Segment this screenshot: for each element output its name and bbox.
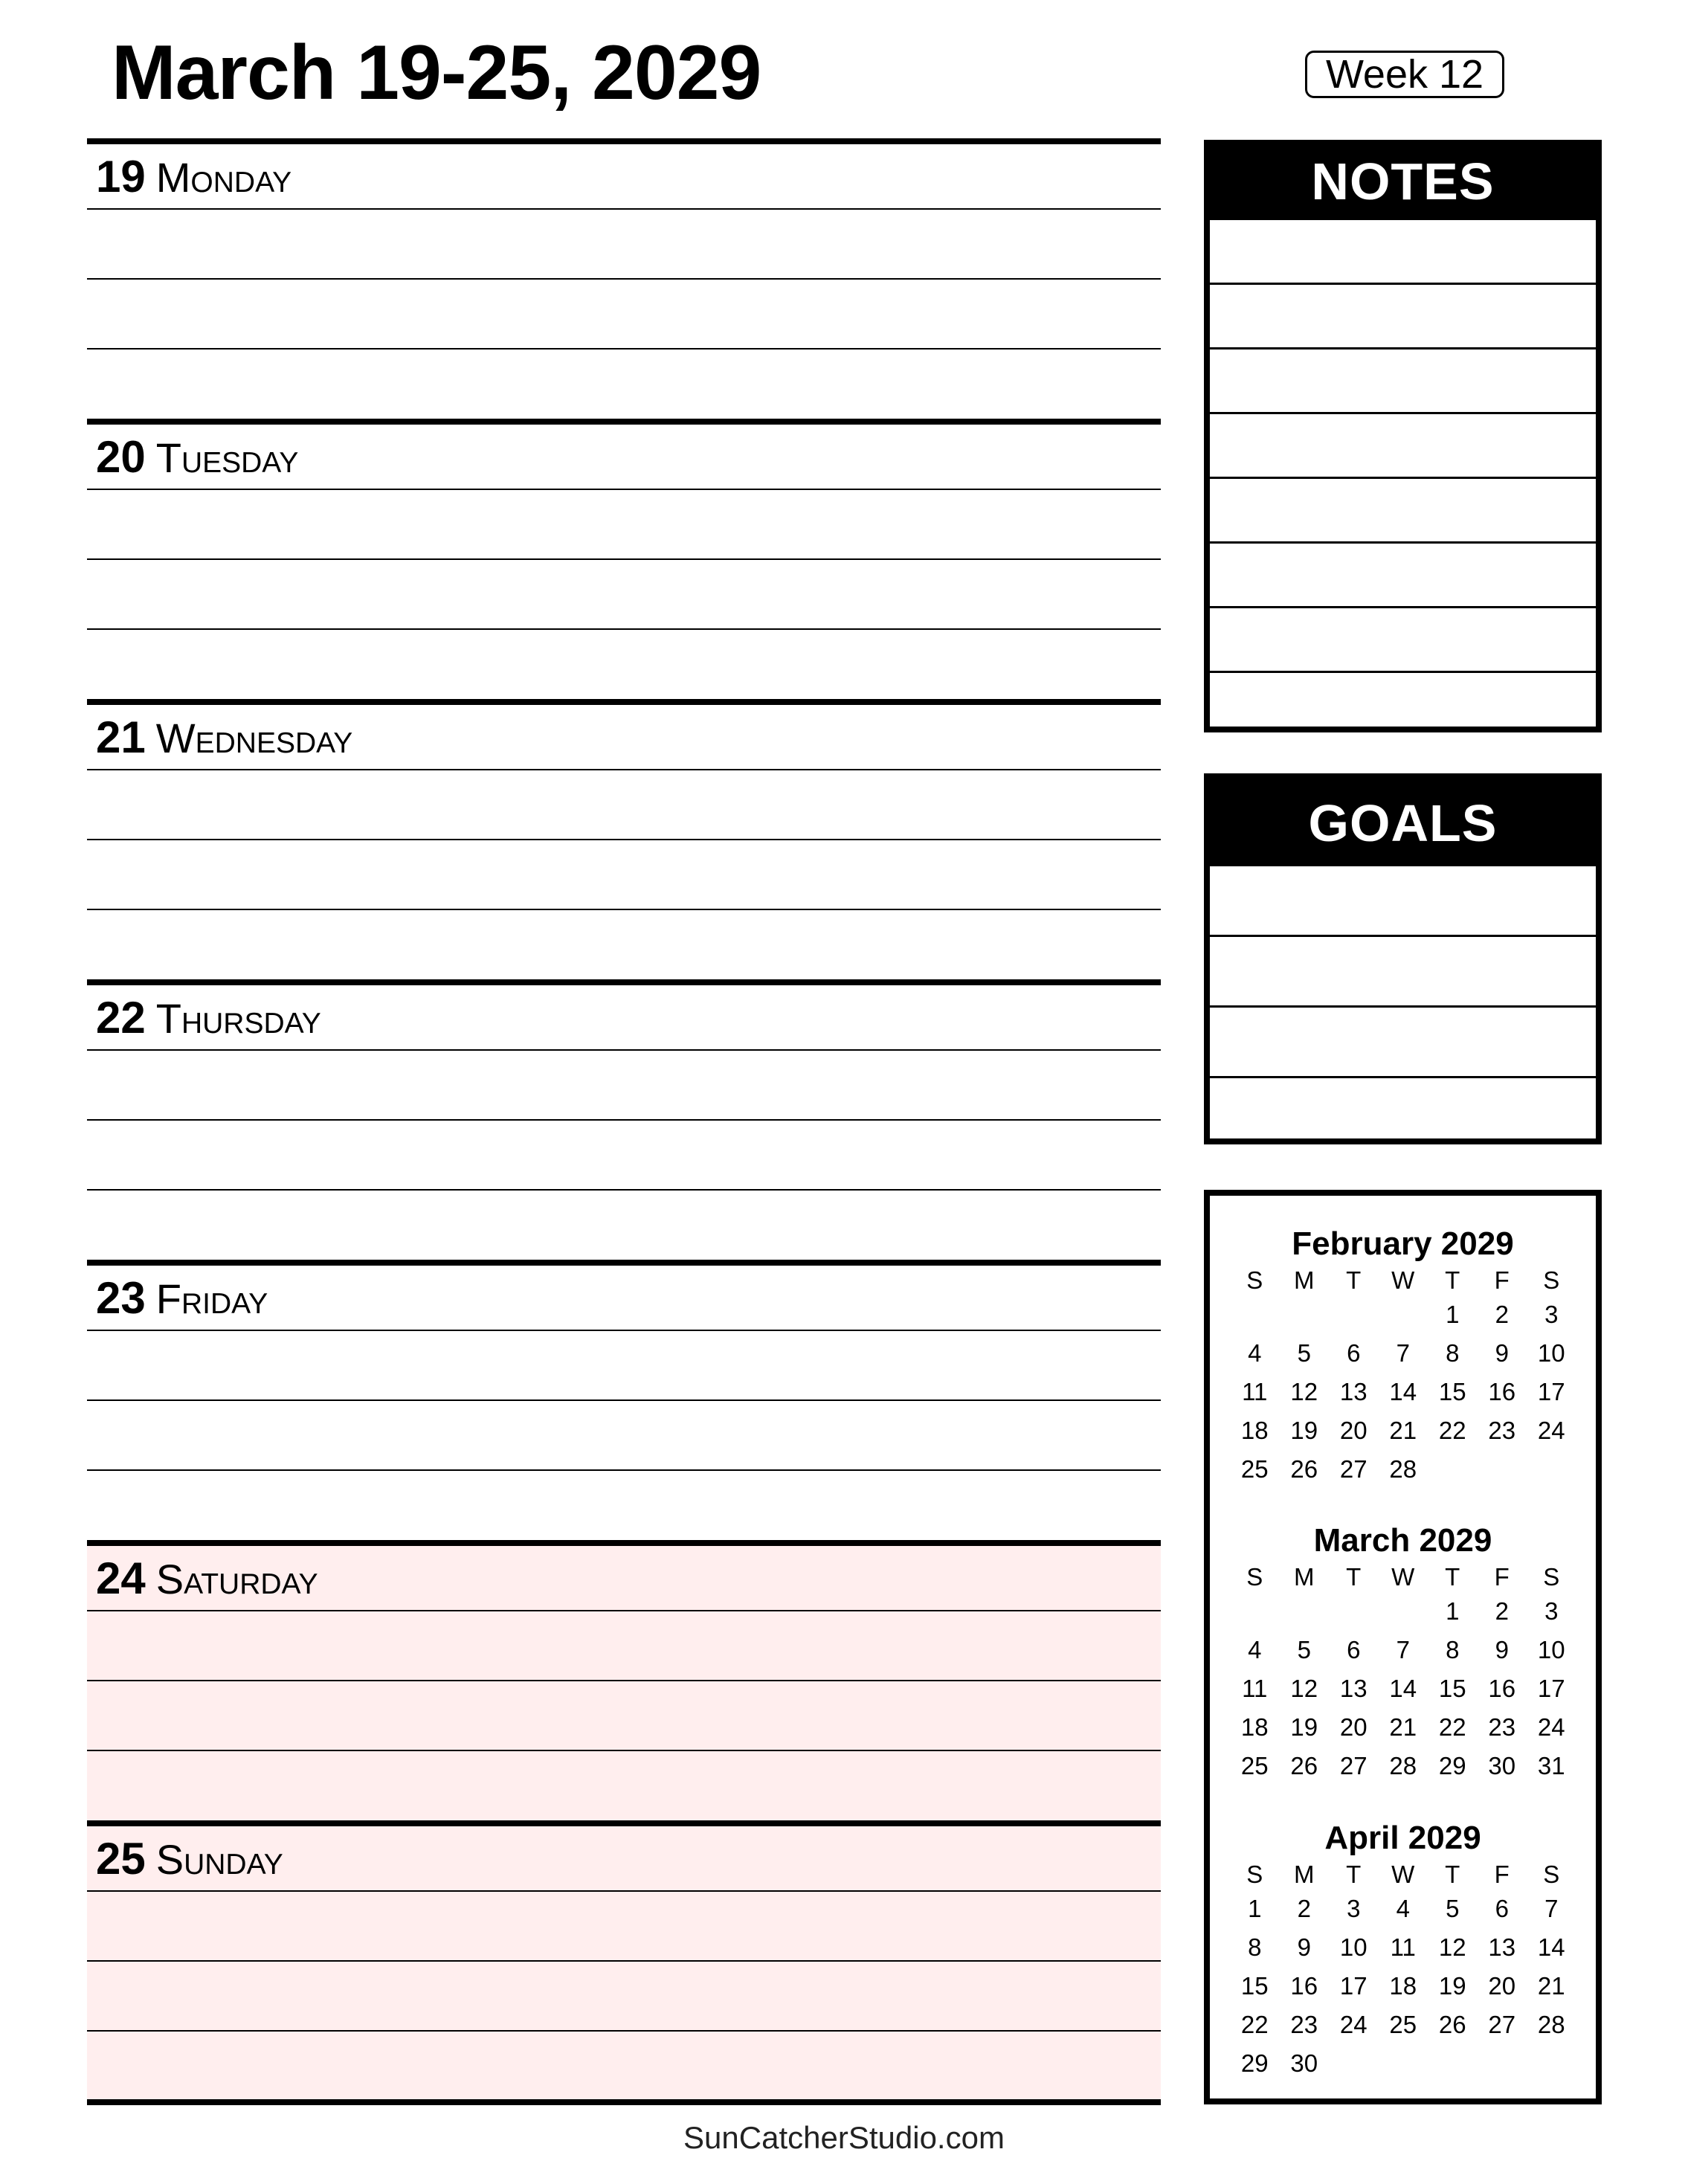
entry-row[interactable]	[1210, 218, 1596, 283]
date-cell: 20	[1488, 1972, 1516, 2000]
date-cell: 20	[1339, 1417, 1368, 1444]
day-number: 20	[96, 432, 146, 482]
date-cell: 7	[1396, 1339, 1410, 1367]
weekday-initial: F	[1494, 1563, 1510, 1591]
date-cell: 4	[1248, 1339, 1262, 1367]
day-section	[87, 1540, 1161, 1820]
date-cell: 13	[1339, 1675, 1368, 1702]
day-section	[87, 419, 1161, 699]
day-label	[96, 426, 298, 489]
date-cell: 21	[1389, 1417, 1417, 1444]
date-cell: 25	[1389, 2011, 1417, 2038]
date-cell: 14	[1537, 1933, 1565, 1961]
weekday-initial: S	[1246, 1266, 1263, 1294]
day-section	[87, 1260, 1161, 1540]
day-label	[96, 987, 321, 1049]
date-cell: 2	[1495, 1301, 1509, 1328]
date-cell: 26	[1290, 1752, 1318, 1779]
date-cell: 14	[1389, 1378, 1417, 1405]
date-cell: 12	[1290, 1378, 1318, 1405]
date-cell: 2	[1495, 1597, 1509, 1625]
date-cell: 10	[1339, 1933, 1368, 1961]
date-cell: 12	[1438, 1933, 1466, 1961]
goals-box	[1204, 773, 1602, 1144]
notes-header: NOTES	[1210, 146, 1596, 218]
writing-line[interactable]	[87, 1680, 1161, 1681]
date-cell: 11	[1242, 1675, 1268, 1702]
mini-calendars	[1204, 1190, 1602, 2104]
date-cell: 5	[1297, 1636, 1311, 1663]
date-cell: 16	[1290, 1972, 1318, 2000]
date-cell: 19	[1290, 1417, 1318, 1444]
date-cell: 3	[1544, 1597, 1559, 1625]
date-cell: 7	[1544, 1895, 1559, 1922]
day-number: 19	[96, 152, 146, 202]
writing-line[interactable]	[87, 2030, 1161, 2032]
weekday-initial: T	[1346, 1266, 1362, 1294]
date-cell: 28	[1389, 1752, 1417, 1779]
entry-row[interactable]	[1210, 477, 1596, 541]
day-number: 24	[96, 1553, 146, 1603]
date-cell: 12	[1290, 1675, 1318, 1702]
date-cell: 29	[1240, 2049, 1269, 2077]
day-number: 22	[96, 993, 146, 1043]
weekday-initial: T	[1445, 1861, 1460, 1888]
date-cell: 18	[1389, 1972, 1417, 2000]
writing-line[interactable]	[87, 1469, 1161, 1471]
mini-calendar-grid	[1230, 1562, 1596, 1785]
date-cell: 10	[1537, 1636, 1565, 1663]
week-badge: Week 12	[1305, 51, 1504, 98]
notes-box	[1204, 140, 1602, 732]
empty-cell	[1230, 1592, 1280, 1631]
date-cell: 4	[1248, 1636, 1262, 1663]
day-name: Thursday	[155, 995, 321, 1042]
weekday-initial: S	[1543, 1266, 1560, 1294]
day-label	[96, 1267, 268, 1330]
date-cell: 25	[1240, 1752, 1269, 1779]
date-cell: 16	[1488, 1675, 1516, 1702]
date-cell: 27	[1339, 1752, 1368, 1779]
date-cell: 26	[1438, 2011, 1466, 2038]
day-label	[96, 146, 291, 208]
empty-cell	[1280, 1592, 1330, 1631]
date-cell: 10	[1537, 1339, 1565, 1367]
date-cell: 27	[1488, 2011, 1516, 2038]
day-name: Wednesday	[155, 715, 353, 761]
writing-line[interactable]	[87, 278, 1161, 280]
entry-row[interactable]	[1210, 606, 1596, 671]
empty-cell	[1230, 1295, 1280, 1334]
writing-line[interactable]	[87, 1119, 1161, 1121]
weekday-initial: F	[1494, 1861, 1510, 1888]
day-number: 23	[96, 1273, 146, 1323]
date-cell: 11	[1390, 1933, 1416, 1961]
day-name: Saturday	[155, 1556, 318, 1602]
date-cell: 11	[1242, 1378, 1268, 1405]
weekday-initial: M	[1294, 1563, 1315, 1591]
writing-line[interactable]	[87, 769, 1161, 770]
day-name: Tuesday	[155, 434, 299, 481]
date-cell: 13	[1488, 1933, 1516, 1961]
mini-calendar-grid	[1230, 1266, 1596, 1489]
day-label	[96, 706, 352, 769]
writing-line[interactable]	[87, 1960, 1161, 1962]
date-cell: 19	[1290, 1713, 1318, 1741]
entry-row[interactable]	[1210, 935, 1596, 1005]
date-cell: 8	[1446, 1636, 1460, 1663]
date-cell: 8	[1446, 1339, 1460, 1367]
entry-row[interactable]	[1210, 412, 1596, 477]
date-cell: 24	[1339, 2011, 1368, 2038]
date-cell: 17	[1537, 1378, 1565, 1405]
day-section	[87, 699, 1161, 979]
days-column	[87, 138, 1161, 2101]
day-section	[87, 979, 1161, 1260]
date-cell: 6	[1347, 1339, 1361, 1367]
date-cell: 24	[1537, 1713, 1565, 1741]
entry-row[interactable]	[1210, 1005, 1596, 1076]
date-cell: 29	[1438, 1752, 1466, 1779]
mini-calendar-title: April 2029	[1324, 1820, 1481, 1856]
date-cell: 13	[1339, 1378, 1368, 1405]
date-cell: 22	[1240, 2011, 1269, 2038]
mini-calendar	[1210, 1223, 1596, 1489]
date-cell: 23	[1290, 2011, 1318, 2038]
date-cell: 20	[1339, 1713, 1368, 1741]
writing-line[interactable]	[87, 489, 1161, 490]
date-cell: 2	[1297, 1895, 1311, 1922]
entry-row[interactable]	[1210, 347, 1596, 412]
day-section	[87, 1820, 1161, 2101]
weekday-initial: T	[1445, 1266, 1460, 1294]
date-cell: 23	[1488, 1417, 1516, 1444]
entry-row[interactable]	[1210, 541, 1596, 606]
date-cell: 5	[1297, 1339, 1311, 1367]
entry-row[interactable]	[1210, 864, 1596, 935]
mini-calendar	[1210, 1817, 1596, 2083]
writing-line[interactable]	[87, 1610, 1161, 1611]
date-cell: 6	[1347, 1636, 1361, 1663]
date-cell: 3	[1347, 1895, 1361, 1922]
date-cell: 24	[1537, 1417, 1565, 1444]
date-cell: 28	[1537, 2011, 1565, 2038]
date-cell: 17	[1339, 1972, 1368, 2000]
date-cell: 22	[1438, 1713, 1466, 1741]
entry-row[interactable]	[1210, 671, 1596, 735]
writing-line[interactable]	[87, 1049, 1161, 1051]
date-cell: 30	[1290, 2049, 1318, 2077]
date-cell: 9	[1495, 1339, 1509, 1367]
writing-line[interactable]	[87, 1189, 1161, 1191]
day-name: Friday	[155, 1275, 268, 1322]
day-number: 21	[96, 712, 146, 762]
date-cell: 5	[1446, 1895, 1460, 1922]
date-cell: 17	[1537, 1675, 1565, 1702]
footer-credit: SunCatcherStudio.com	[683, 2120, 1005, 2155]
writing-line[interactable]	[87, 208, 1161, 210]
weekday-initial: T	[1346, 1563, 1362, 1591]
date-cell: 21	[1389, 1713, 1417, 1741]
date-cell: 23	[1488, 1713, 1516, 1741]
writing-line[interactable]	[87, 628, 1161, 630]
entry-row[interactable]	[1210, 283, 1596, 347]
empty-cell	[1280, 1295, 1330, 1334]
date-cell: 15	[1438, 1378, 1466, 1405]
weekday-initial: W	[1391, 1861, 1415, 1888]
weekday-initial: T	[1445, 1563, 1460, 1591]
day-number: 25	[96, 1834, 146, 1884]
writing-line[interactable]	[87, 1890, 1161, 1892]
date-cell: 16	[1488, 1378, 1516, 1405]
date-cell: 6	[1495, 1895, 1509, 1922]
date-cell: 31	[1537, 1752, 1565, 1779]
date-cell: 22	[1438, 1417, 1466, 1444]
date-cell: 21	[1537, 1972, 1565, 2000]
weekday-initial: M	[1294, 1861, 1315, 1888]
weekday-initial: M	[1294, 1266, 1315, 1294]
writing-line[interactable]	[87, 1399, 1161, 1401]
day-label	[96, 1547, 318, 1610]
weekday-initial: S	[1543, 1563, 1560, 1591]
entry-row[interactable]	[1210, 1076, 1596, 1147]
date-cell: 15	[1240, 1972, 1269, 2000]
day-label	[96, 1828, 283, 1890]
writing-line[interactable]	[87, 558, 1161, 560]
mini-calendar	[1210, 1519, 1596, 1785]
empty-cell	[1329, 1295, 1379, 1334]
empty-cell	[1329, 1592, 1379, 1631]
date-cell: 28	[1389, 1455, 1417, 1483]
mini-calendar-grid	[1230, 1860, 1596, 2083]
empty-cell	[1379, 1295, 1428, 1334]
goals-header: GOALS	[1210, 779, 1596, 864]
date-cell: 8	[1248, 1933, 1262, 1961]
date-cell: 18	[1240, 1417, 1269, 1444]
date-cell: 1	[1248, 1895, 1262, 1922]
writing-line[interactable]	[87, 839, 1161, 840]
weekday-initial: W	[1391, 1563, 1415, 1591]
date-cell: 9	[1297, 1933, 1311, 1961]
writing-line[interactable]	[87, 348, 1161, 349]
date-cell: 19	[1438, 1972, 1466, 2000]
mini-calendar-title: March 2029	[1313, 1522, 1492, 1559]
weekday-initial: S	[1246, 1563, 1263, 1591]
date-cell: 7	[1396, 1636, 1410, 1663]
date-cell: 18	[1240, 1713, 1269, 1741]
date-cell: 3	[1544, 1301, 1559, 1328]
weekday-initial: F	[1494, 1266, 1510, 1294]
empty-cell	[1379, 1592, 1428, 1631]
day-name: Monday	[155, 154, 292, 201]
date-cell: 1	[1446, 1597, 1460, 1625]
weekday-initial: W	[1391, 1266, 1415, 1294]
mini-calendar-title: February 2029	[1292, 1225, 1514, 1262]
writing-line[interactable]	[87, 1750, 1161, 1751]
writing-line[interactable]	[87, 1330, 1161, 1331]
page-title: March 19-25, 2029	[112, 30, 761, 116]
date-cell: 25	[1240, 1455, 1269, 1483]
date-cell: 15	[1438, 1675, 1466, 1702]
date-cell: 14	[1389, 1675, 1417, 1702]
date-cell: 27	[1339, 1455, 1368, 1483]
day-section	[87, 138, 1161, 419]
date-cell: 9	[1495, 1636, 1509, 1663]
date-cell: 4	[1396, 1895, 1410, 1922]
date-cell: 26	[1290, 1455, 1318, 1483]
weekday-initial: S	[1246, 1861, 1263, 1888]
weekday-initial: T	[1346, 1861, 1362, 1888]
writing-line[interactable]	[87, 909, 1161, 910]
date-cell: 1	[1446, 1301, 1460, 1328]
weekday-initial: S	[1543, 1861, 1560, 1888]
day-name: Sunday	[155, 1836, 283, 1883]
days-bottom-rule	[87, 2099, 1161, 2105]
date-cell: 30	[1488, 1752, 1516, 1779]
